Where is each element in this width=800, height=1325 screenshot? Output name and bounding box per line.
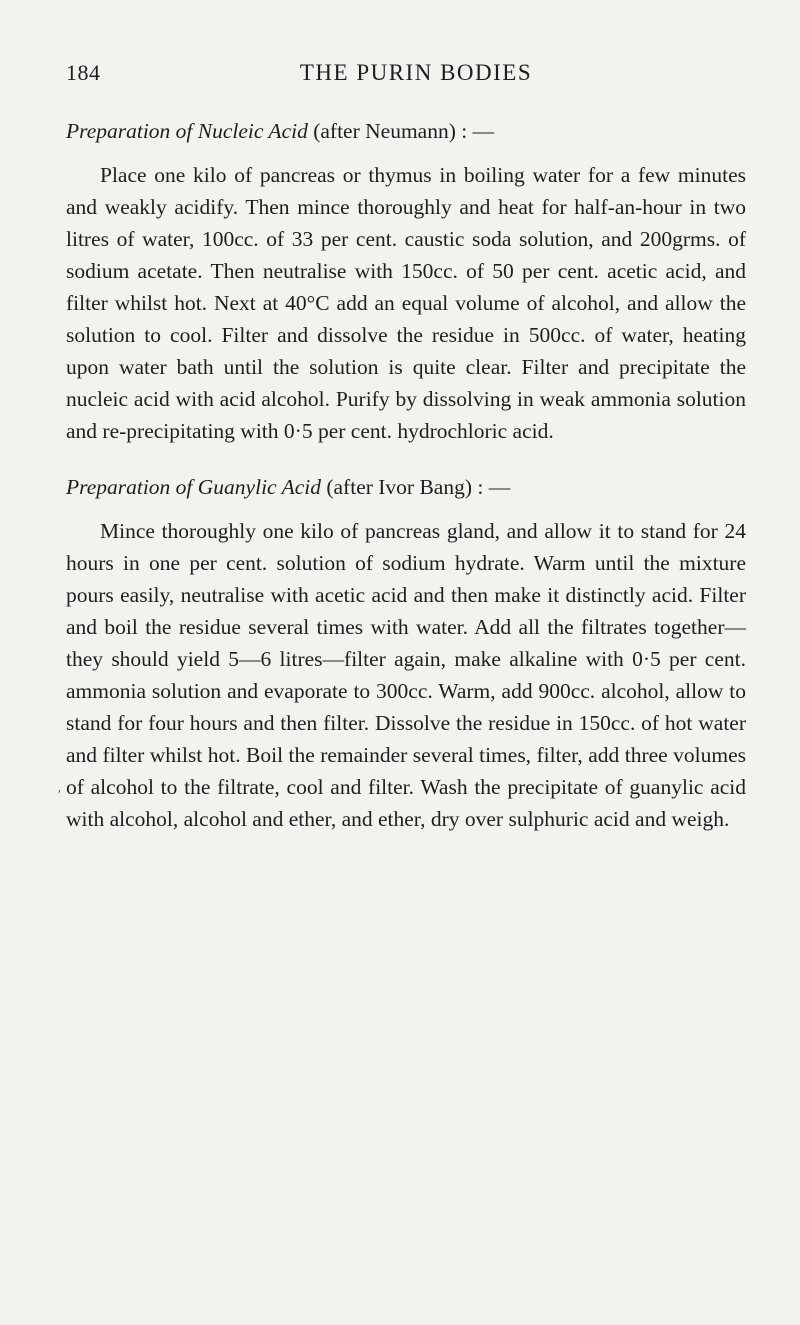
running-title: THE PURIN BODIES <box>299 60 533 85</box>
body-text <box>66 115 746 859</box>
section-heading-title: Preparation of Guanylic Acid <box>66 475 321 499</box>
section-heading-title: Preparation of Nucleic Acid <box>66 119 308 143</box>
section-heading-attribution: (after Neumann) : — <box>307 119 495 143</box>
section-heading-guanylic-acid <box>66 471 746 503</box>
margin-mark: ′ <box>58 788 62 803</box>
section-heading-attribution: (after Ivor Bang) : — <box>320 475 511 499</box>
paragraph-nucleic-acid: Place one kilo of pancreas or thymus in boiling water for a few minutes and weakly acidify. Then mince thoroughly and heat for half-an-hour in two litres of water, 100cc. of 33 per cent. caustic soda solution, and 200grms. of sodium acetate. Then neutralise with 150cc. of 50 per cent. acetic acid, and filter whilst hot. Next at 40°C add an equal volume of alcohol, and allow the solution to cool. Filter and dissolve the residue in 500cc. of water, heating upon water bath until the solution is quite clear. Filter and precipitate the nucleic acid with acid alcohol. Purify by dissolving in weak ammonia solution and re-precipitating with 0·5 per cent. hydrochloric acid. <box>66 163 746 443</box>
page-number: 184 <box>66 60 101 85</box>
page-header <box>66 60 746 94</box>
section-heading-nucleic-acid <box>66 115 746 147</box>
paragraph-guanylic-acid: Mince thoroughly one kilo of pancreas gland, and allow it to stand for 24 hours in one per cent. solution of sodium hydrate. Warm until the mixture pours easily, neutralise with acetic acid and then make it distinctly acid. Filter and boil the residue several times with water. Add all the filtrates together—they should yield 5—6 litres—filter again, make alkaline with 0·5 per cent. ammonia solution and evaporate to 300cc. Warm, add 900cc. alcohol, allow to stand for four hours and then filter. Dissolve the residue in 150cc. of hot water and filter whilst hot. Boil the remainder several times, filter, add three volumes of alcohol to the filtrate, cool and filter. Wash the precipitate of guanylic acid with alcohol, alcohol and ether, and ether, dry over sulphuric acid and weigh. <box>66 519 746 831</box>
